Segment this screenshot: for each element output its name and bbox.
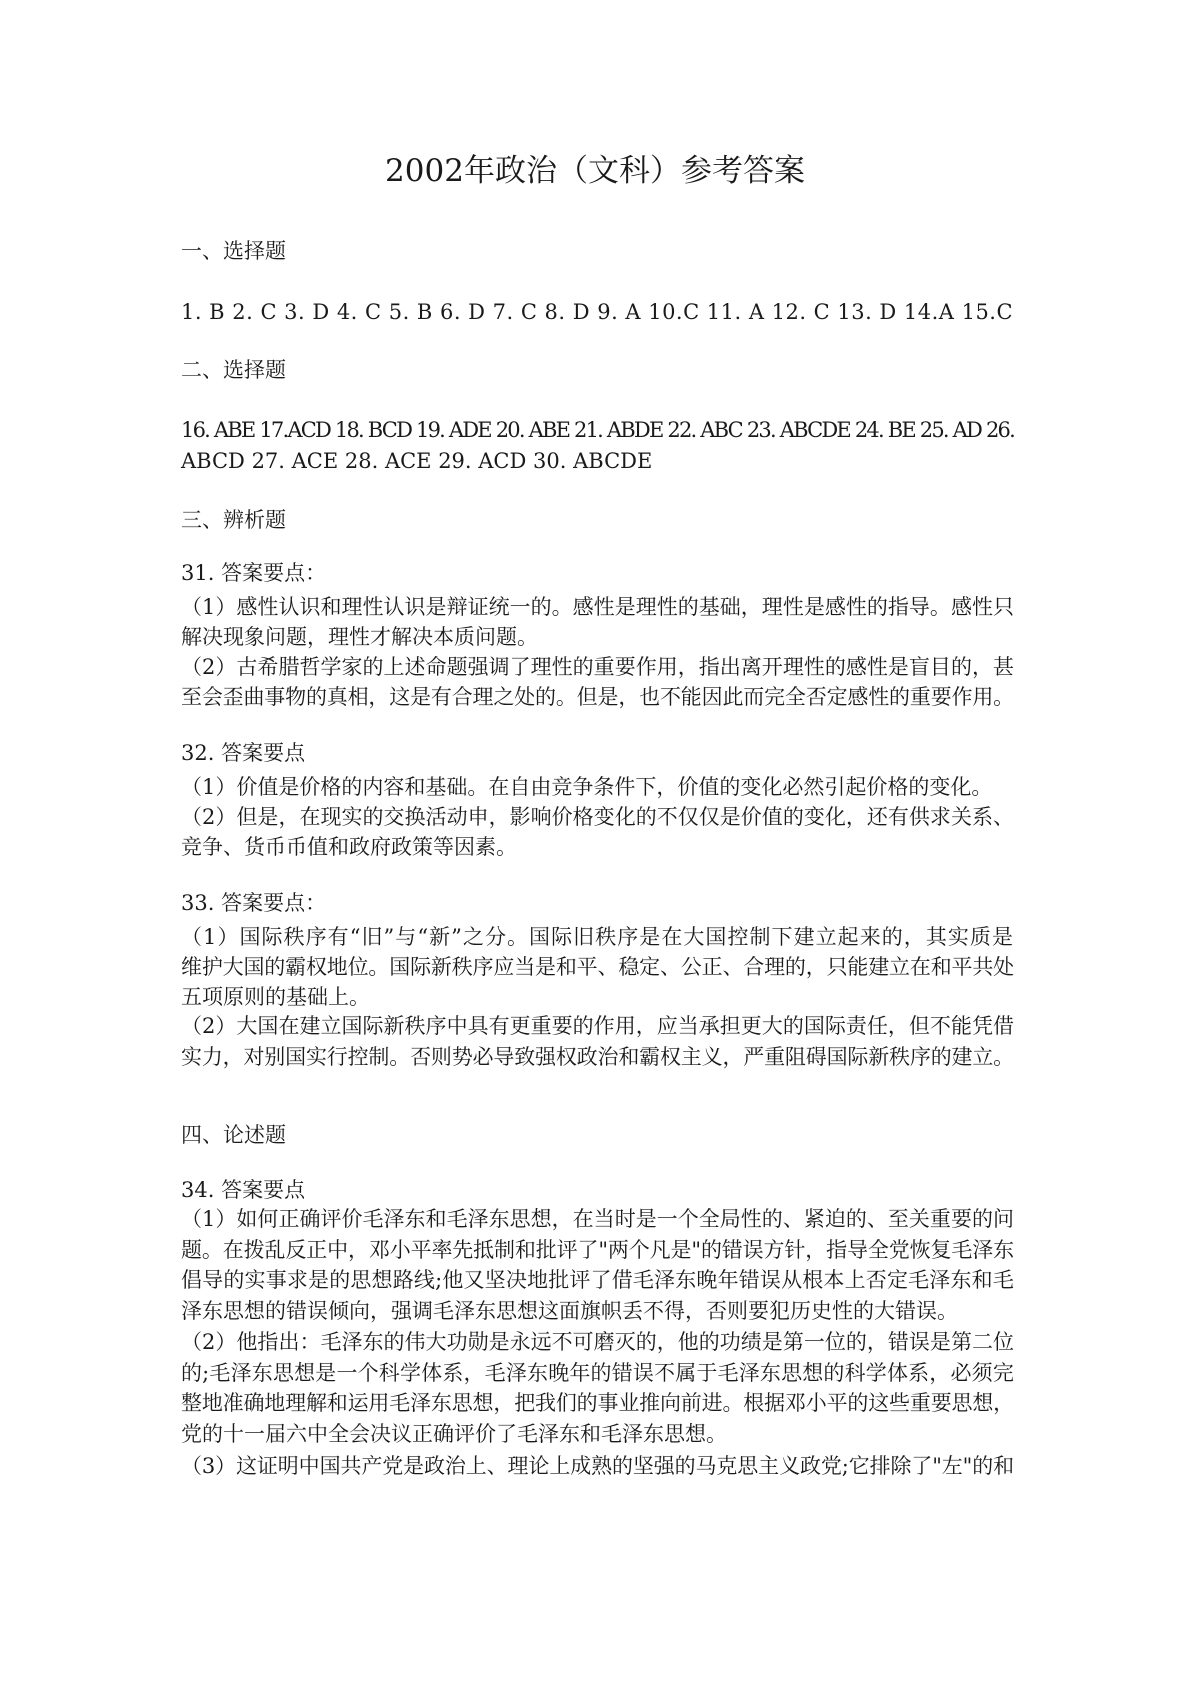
document-title: 2002年政治（文科）参考答案: [385, 153, 805, 189]
answer-line: 维护大国的霸权地位。国际新秩序应当是和平、稳定、公正、合理的，只能建立在和平共处: [181, 955, 1014, 979]
answer-line: 竞争、货币币值和政府政策等因素。: [181, 835, 517, 859]
answer-label-34: 34. 答案要点: [181, 1178, 306, 1202]
answer-line: 实力，对别国实行控制。否则势必导致强权政治和霸权主义，严重阻碍国际新秩序的建立。: [181, 1045, 1014, 1069]
answer-line: （1）价值是价格的内容和基础。在自由竞争条件下，价值的变化必然引起价格的变化。: [181, 775, 993, 799]
section-heading-4: 四、论述题: [181, 1123, 286, 1147]
answer-line: 至会歪曲事物的真相，这是有合理之处的。但是，也不能因此而完全否定感性的重要作用。: [181, 685, 1014, 709]
section-heading-2: 二、选择题: [181, 358, 286, 382]
answer-line: 泽东思想的错误倾向，强调毛泽东思想这面旗帜丢不得，否则要犯历史性的大错误。: [181, 1299, 958, 1323]
answer-line: 1. B 2. C 3. D 4. C 5. B 6. D 7. C 8. D 9. A 10.C 11. A 12. C 13. D 14.A 15.C: [181, 300, 1014, 324]
answer-line: 题。在拨乱反正中，邓小平率先抵制和批评了"两个凡是"的错误方针，指导全党恢复毛泽东: [181, 1238, 1014, 1262]
answer-line: 倡导的实事求是的思想路线;他又坚决地批评了借毛泽东晚年错误从根本上否定毛泽东和毛: [181, 1268, 1014, 1292]
answer-line: 党的十一届六中全会决议正确评价了毛泽东和毛泽东思想。: [181, 1422, 727, 1446]
answer-line: （2）但是，在现实的交换活动申，影响价格变化的不仅仅是价值的变化，还有供求关系、: [181, 805, 1014, 829]
answer-line: （1）感性认识和理性认识是辩证统一的。感性是理性的基础，理性是感性的指导。感性只: [181, 595, 1014, 619]
section-heading-3: 三、辨析题: [181, 508, 286, 532]
answer-line: 的;毛泽东思想是一个科学体系，毛泽东晚年的错误不属于毛泽东思想的科学体系，必须完: [181, 1361, 1014, 1385]
answer-line: ABCD 27. ACE 28. ACE 29. ACD 30. ABCDE: [181, 449, 653, 473]
answer-line: （2）古希腊哲学家的上述命题强调了理性的重要作用，指出离开理性的感性是盲目的，甚: [181, 655, 1014, 679]
answer-line: （2）大国在建立国际新秩序中具有更重要的作用，应当承担更大的国际责任，但不能凭借: [181, 1014, 1014, 1038]
answer-label-31: 31. 答案要点：: [181, 561, 327, 585]
section-heading-1: 一、选择题: [181, 239, 286, 263]
answer-label-33: 33. 答案要点：: [181, 891, 327, 915]
answer-line: 五项原则的基础上。: [181, 985, 370, 1009]
answer-line: （1）如何正确评价毛泽东和毛泽东思想，在当时是一个全局性的、紧迫的、至关重要的问: [181, 1207, 1014, 1231]
answer-line: 16. ABE 17.ACD 18. BCD 19. ADE 20. ABE 21. ABDE 22. ABC 23. ABCDE 24. BE 25. AD 26.: [181, 418, 1014, 442]
answer-line: （3）这证明中国共产党是政治上、理论上成熟的坚强的马克思主义政党;它排除了"左"的和: [181, 1454, 1014, 1478]
answer-line: （1）国际秩序有“旧”与“新”之分。国际旧秩序是在大国控制下建立起来的，其实质是: [181, 925, 1014, 949]
answer-line: 整地准确地理解和运用毛泽东思想，把我们的事业推向前进。根据邓小平的这些重要思想，: [181, 1391, 1014, 1415]
answer-line: 解决现象问题，理性才解决本质问题。: [181, 625, 538, 649]
answer-line: （2）他指出：毛泽东的伟大功勋是永远不可磨灭的，他的功绩是第一位的，错误是第二位: [181, 1330, 1014, 1354]
answer-label-32: 32. 答案要点: [181, 741, 306, 765]
